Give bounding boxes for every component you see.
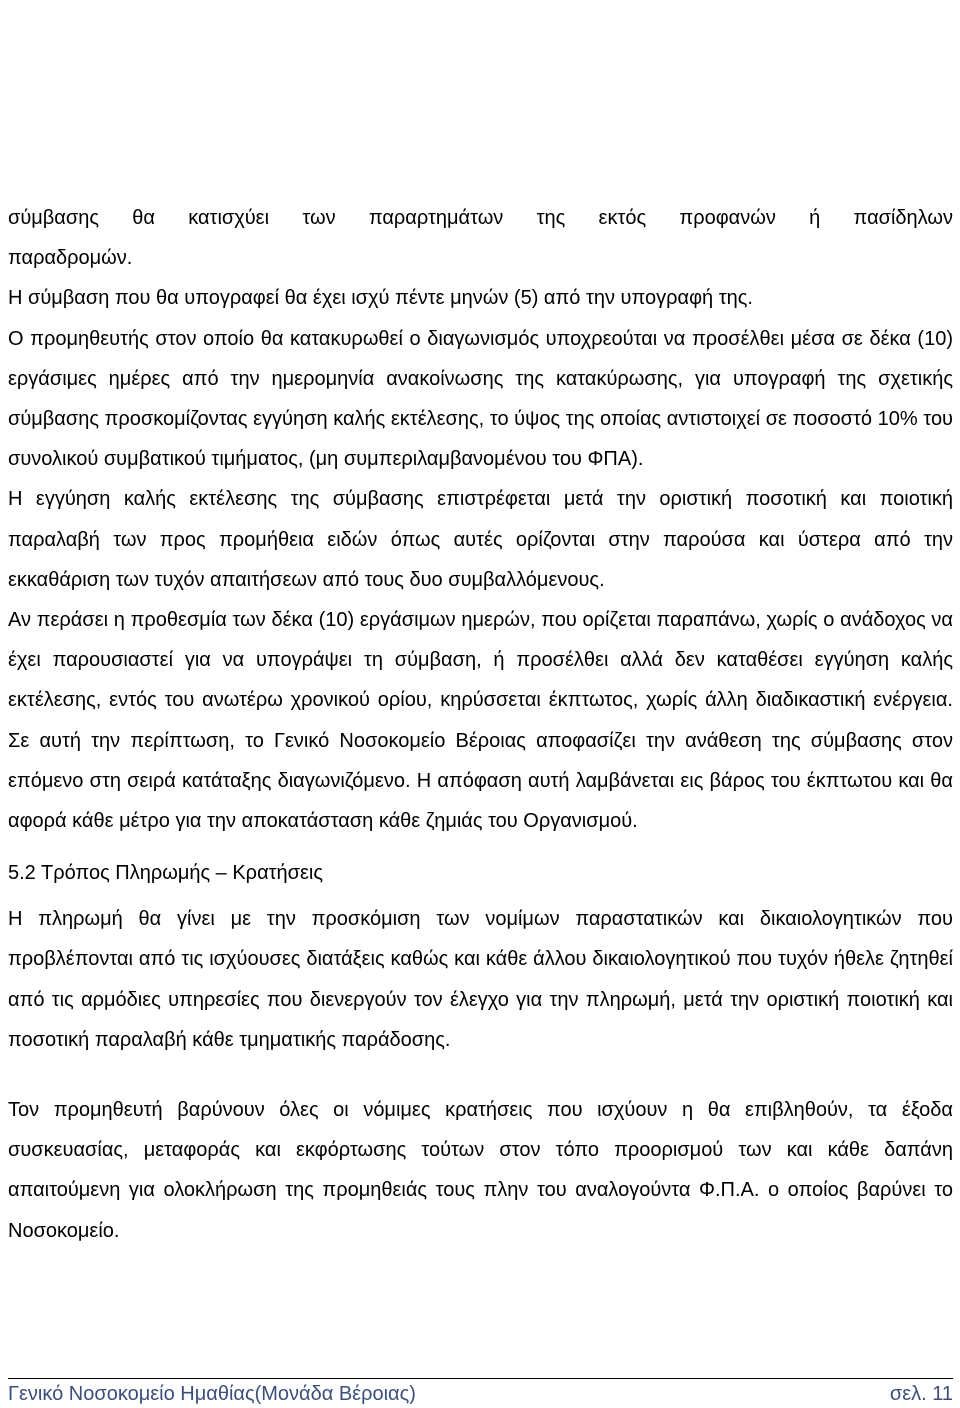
document-body [8,198,953,1251]
section-heading-payment: 5.2 Τρόπος Πληρωμής – Κρατήσεις [8,862,323,885]
paragraph-guarantee-return: Η εγγύηση καλής εκτέλεσης της σύμβασης επιστρέφεται μετά την οριστική ποσοτική και ποιοτική παραλαβή των προς προμήθεια ειδών όπως αυτές ορίζονται στην παρούσα και ύστερα από την εκκαθάριση των τυχόν απαιτήσεων από τους δυο συμβαλλόμενους. [8,488,953,591]
paragraph-payment: Η πληρωμή θα γίνει με την προσκόμιση των νομίμων παραστατικών και δικαιολογητικών που προβλέπονται από τις ισχύουσες διατάξεις καθώς και κάθε άλλου δικαιολογητικού που τυχόν ήθελε ζητηθεί από τις αρμόδιες υπηρεσίες που διενεργούν τον έλεγχο για την πληρωμή, μετά την οριστική ποιοτική και ποσοτική παραλαβή κάθε τμηματικής παράδοσης. [8,908,953,1051]
footer-organization: Γενικό Νοσοκομείο Ημαθίας(Μονάδα Βέροιας) [8,1383,416,1405]
footer-page-number: σελ. 11 [889,1383,953,1405]
paragraph-gap [8,1060,953,1090]
paragraph-continuation-line-1: σύμβασης θα κατισχύει των παραρτημάτων της εκτός προφανών ή πασίδηλων [8,207,953,229]
paragraph-contract-validity: Η σύμβαση που θα υπογραφεί θα έχει ισχύ πέντε μηνών (5) από την υπογραφή της. [8,287,753,310]
paragraph-continuation-line-2: παραδρομών. [8,247,133,270]
footer-divider [8,1378,953,1379]
paragraph-deductions: Τον προμηθευτή βαρύνουν όλες οι νόμιμες κρατήσεις που ισχύουν η θα επιβληθούν, τα έξοδα συσκευασίας, μεταφοράς και εκφόρτωσης τούτων στον τόπο προορισμού των και κάθε δαπάνη απαιτούμενη για ολοκλήρωση της προμηθειάς τους πλην του αναλογούντα Φ.Π.Α. ο οποίος βαρύνει το Νοσοκομείο. [8,1099,953,1242]
paragraph-deadline-expiry: Αν περάσει η προθεσμία των δέκα (10) εργάσιμων ημερών, που ορίζεται παραπάνω, χωρίς ο ανάδοχος να έχει παρουσιαστεί για να υπογράψει τη σύμβαση, ή προσέλθει αλλά δεν καταθέσει εγγύηση καλής εκτέλεσης, εντός του ανωτέρω χρονικού ορίου, κηρύσσεται έκπτωτος, χωρίς άλλη διαδικαστική ενέργεια. Σε αυτή την περίπτωση, το Γενικό Νοσοκομείο Βέροιας αποφασίζει την ανάθεση της σύμβασης στον επόμενο στη σειρά κατάταξης διαγωνιζόμενο. Η απόφαση αυτή λαμβάνεται εις βάρος του έκπτωτου και θα αφορά κάθε μέτρο για την αποκατάσταση κάθε ζημιάς του Οργανισμού. [8,609,953,833]
paragraph-supplier-obligation: Ο προμηθευτής στον οποίο θα κατακυρωθεί ο διαγωνισμός υποχρεούται να προσέλθει μέσα σε δέκα (10) εργάσιμες ημέρες από την ημερομηνία ανακοίνωσης της κατακύρωσης, για υπογραφή της σχετικής σύμβασης προσκομίζοντας εγγύηση καλής εκτέλεσης, το ύψος της οποίας αντιστοιχεί σε ποσοστό 10% του συνολικού συμβατικού τιμήματος, (μη συμπεριλαμβανομένου του ΦΠΑ). [8,327,953,471]
page-footer [8,1381,953,1408]
